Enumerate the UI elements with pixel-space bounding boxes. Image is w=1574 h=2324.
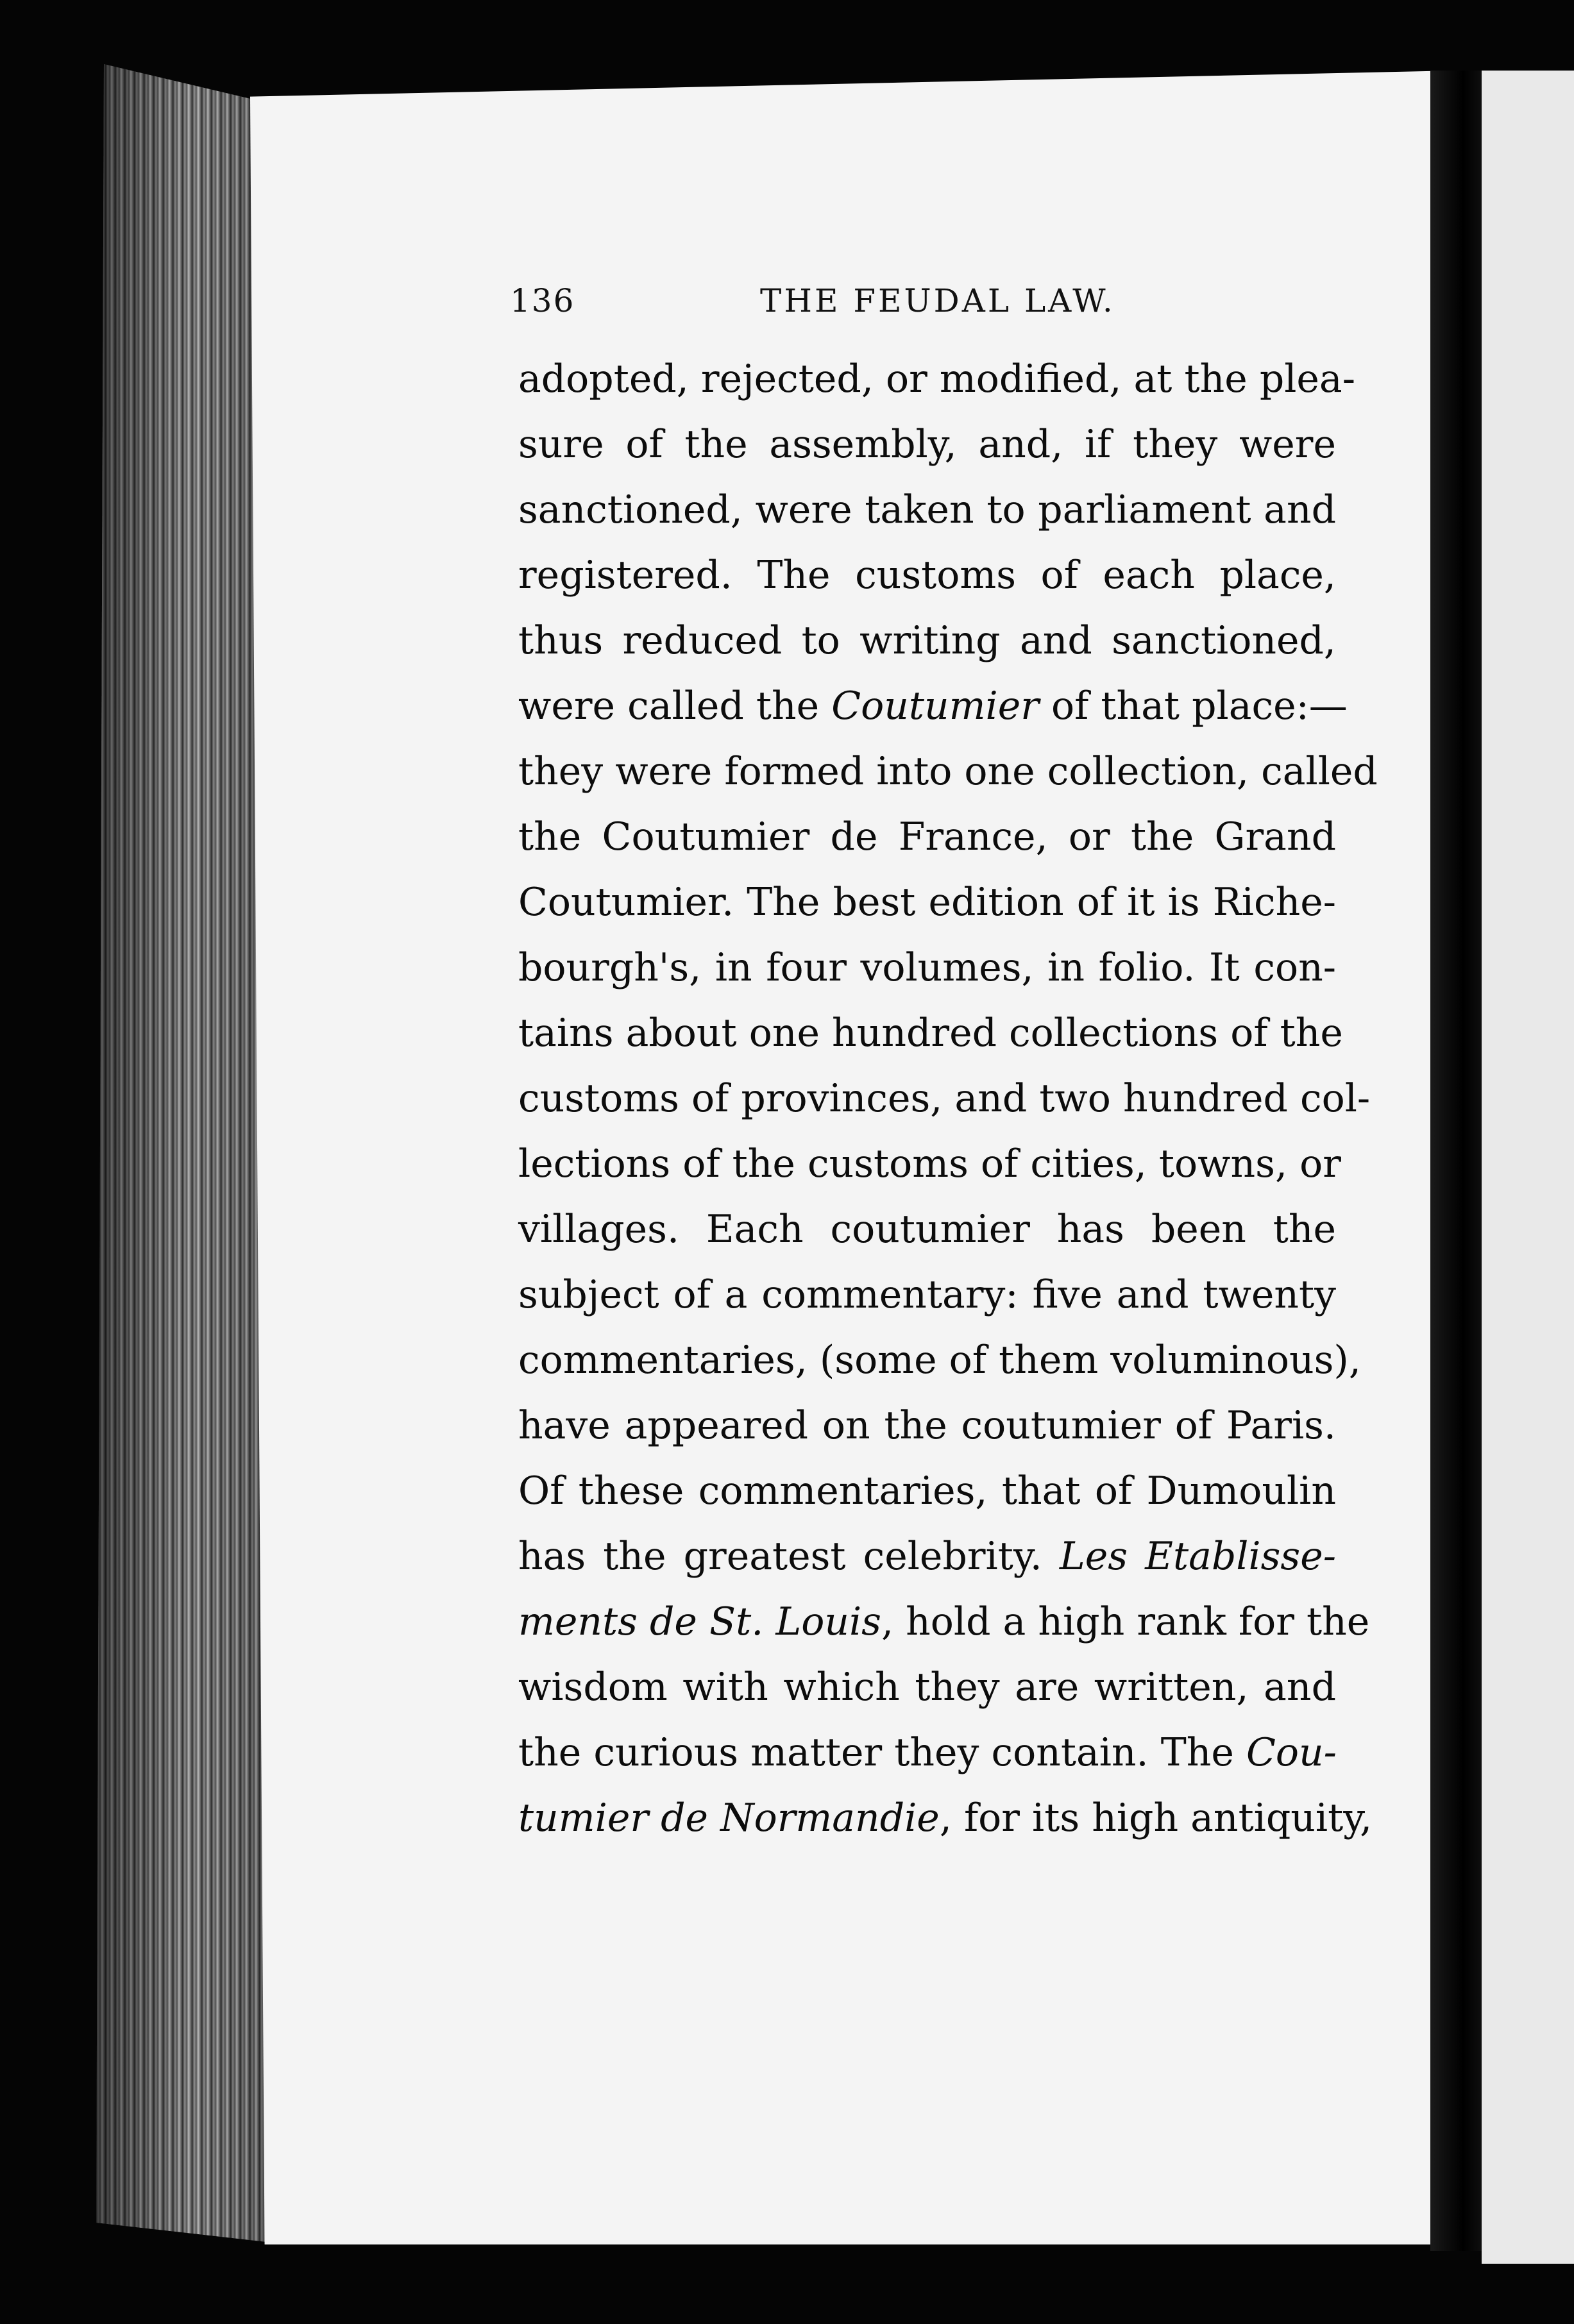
page-header — [510, 282, 1357, 333]
text-line: Coutumier. The best edition of it is Riche- — [518, 880, 1336, 925]
text-line: sure of the assembly, and, if they were — [518, 422, 1336, 467]
text-line: thus reduced to writing and sanctioned, — [518, 618, 1336, 663]
text-line: the curious matter they contain. The Cou- — [518, 1730, 1337, 1775]
text-line: were called the Coutumier of that place:— — [518, 684, 1348, 728]
text-line: villages. Each coutumier has been the — [518, 1207, 1336, 1252]
text-line: subject of a commentary: five and twenty — [518, 1272, 1336, 1317]
text-line: adopted, rejected, or modified, at the plea- — [518, 357, 1355, 401]
text-line: sanctioned, were taken to parliament and — [518, 487, 1336, 532]
text-line: have appeared on the coutumier of Paris. — [518, 1403, 1336, 1448]
page-number: 136 — [510, 282, 575, 319]
running-head: THE FEUDAL LAW. — [760, 282, 1115, 319]
body-text — [518, 346, 1378, 1851]
text-line: lections of the customs of cities, towns, or — [518, 1141, 1341, 1186]
text-line: bourgh's, in four volumes, in folio. It con- — [518, 945, 1336, 990]
text-line: customs of provinces, and two hundred col- — [518, 1076, 1371, 1121]
text-line: the Coutumier de France, or the Grand — [518, 814, 1336, 859]
text-line: they were formed into one collection, called — [518, 749, 1378, 794]
text-line: commentaries, (some of them voluminous), — [518, 1338, 1361, 1383]
text-line: ments de St. Louis, hold a high rank for the — [518, 1599, 1370, 1644]
text-line: tumier de Normandie, for its high antiquity, — [518, 1796, 1373, 1840]
text-line: Of these commentaries, that of Dumoulin — [518, 1469, 1336, 1513]
text-line: registered. The customs of each place, — [518, 553, 1336, 598]
text-line: has the greatest celebrity. Les Etablisse- — [518, 1534, 1336, 1579]
text-line: wisdom with which they are written, and — [518, 1665, 1336, 1710]
book-gutter — [1430, 71, 1485, 2251]
text-line: tains about one hundred collections of the — [518, 1011, 1343, 1056]
facing-page-edge — [1482, 71, 1574, 2264]
